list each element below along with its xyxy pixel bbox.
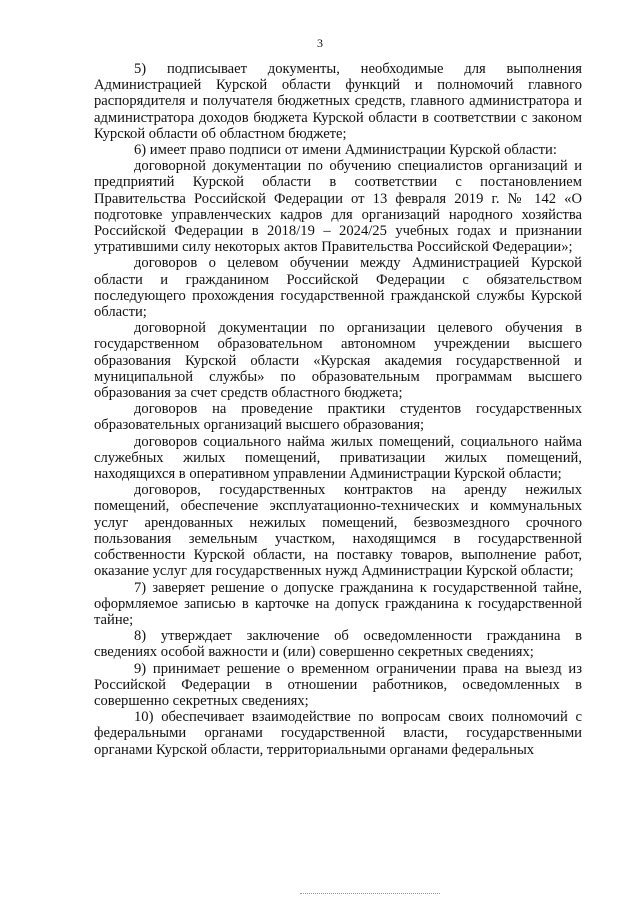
paragraph-item-6: 6) имеет право подписи от имени Администрации Курской области: (134, 142, 557, 159)
paragraph-lease-contracts: договоров, государственных контрактов на аренду нежилых помещений, обеспечение эксплуатационно-технических и коммунальных услуг арендованных нежилых помещений, безвозмездного срочного пользования земельным участком, находящимся в государственной собственности Курской области, на поставку товаров, выполнение работ, оказание услуг для государственных нужд Администрации Курской области; (94, 482, 582, 580)
paragraph-item-7: 7) заверяет решение о допуске гражданина к государственной тайне, оформляемое записью в карточке на допуск гражданина к государственной тайне; (94, 579, 582, 628)
paragraph-academy-training: договорной документации по организации целевого обучения в государственном образовательном автономном учреждении высшего образования Курской области «Курская академия государственной и муниципальной службы» по образовательным программам высшего образования за счет средств областного бюджета; (94, 320, 582, 402)
paragraph-housing-contracts: договоров социального найма жилых помещений, социального найма служебных жилых помещений, приватизации жилых помещений, находящихся в оперативном управлении Администрации Курской области; (94, 433, 582, 483)
paragraph-training-contracts: договорной документации по обучению специалистов организаций и предприятий Курской области в соответствии с постановлением Правительства Российской Федерации от 13 февраля 2019 г. № 142 «О подготовке управленческих кадров для организаций народного хозяйства Российской Федерации в 2018/19 – 2024/25 учебных годах и признании утратившими силу некоторых актов Правительства Российской Федерации»; (94, 158, 582, 256)
paragraph-item-8: 8) утверждает заключение об осведомленности гражданина в сведениях особой важности и (или) совершенно секретных сведениях; (94, 628, 582, 661)
document-body (94, 61, 582, 758)
paragraph-student-practice: договоров на проведение практики студентов государственных образовательных организаций высшего образования; (94, 401, 582, 434)
paragraph-item-10: 10) обеспечивает взаимодействие по вопросам своих полномочий с федеральными органами государственной власти, государственными органами Курской области, территориальными органами федеральных (94, 709, 582, 758)
scan-artifact-line (300, 893, 440, 897)
paragraph-item-9: 9) принимает решение о временном ограничении права на выезд из Российской Федерации в отношении работников, осведомленных в совершенно секретных сведениях; (94, 660, 582, 709)
paragraph-item-5: 5) подписывает документы, необходимые для выполнения Администрацией Курской области функций и полномочий главного распорядителя и получателя бюджетных средств, главного администратора и администратора доходов бюджета Курской области в соответствии с законом Курской области об областном бюджете; (94, 61, 582, 142)
page-number: 3 (317, 36, 323, 50)
paragraph-targeted-training-contracts: договоров о целевом обучении между Администрацией Курской области и гражданином Российской Федерации с обязательством последующего прохождения государственной гражданской службы Курской области; (94, 255, 582, 321)
